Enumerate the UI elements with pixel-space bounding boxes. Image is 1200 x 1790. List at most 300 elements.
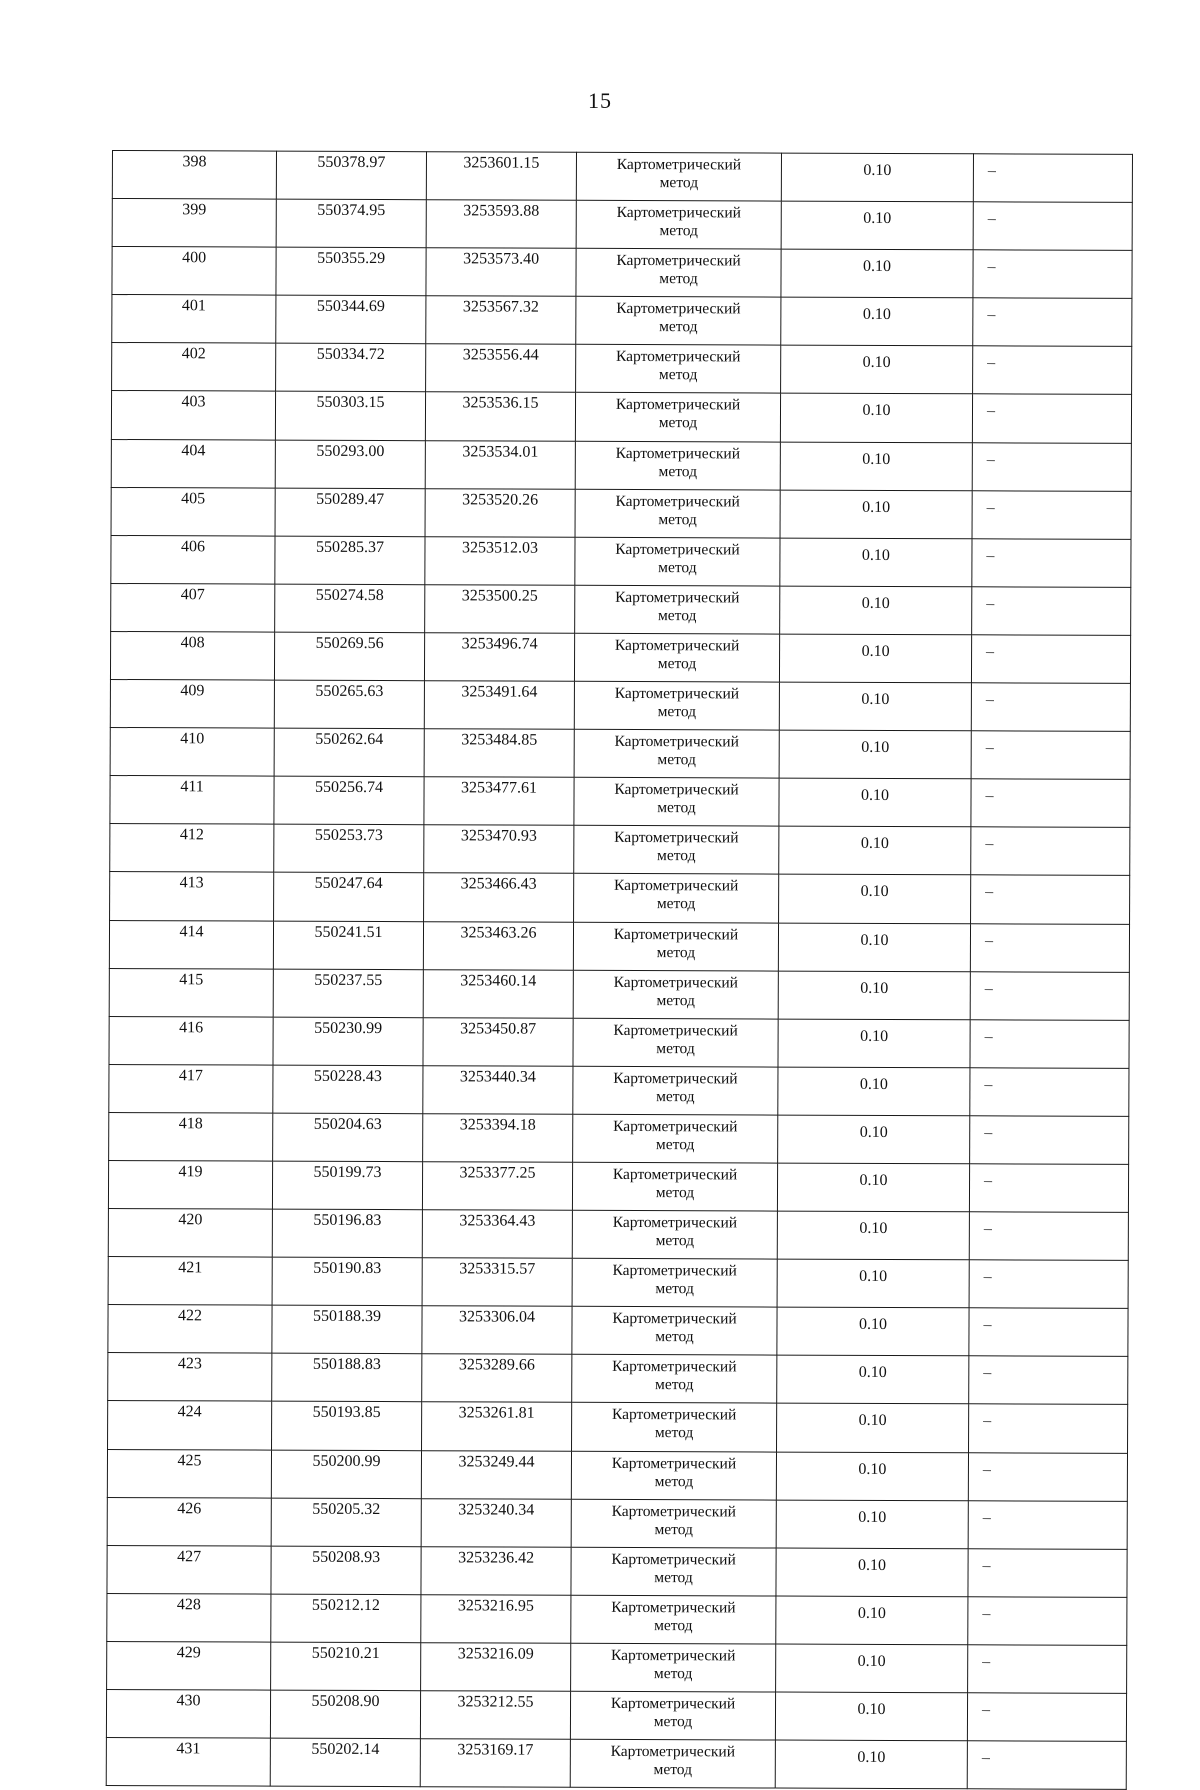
x-coordinate-cell: 550344.69 [276,295,426,344]
y-coordinate-cell: 3253534.01 [425,440,575,489]
x-coordinate-cell: 550269.56 [274,632,424,681]
method-line-2: метод [658,366,698,384]
x-coordinate-cell: 550188.39 [272,1305,422,1354]
coordinates-table-body [106,151,1132,1790]
accuracy-cell: 0.10 [778,971,970,1020]
y-coordinate-cell: 3253466.43 [424,873,574,922]
note-cell: – [969,1164,1128,1213]
note-cell: – [970,1019,1129,1068]
x-coordinate-cell: 550190.83 [272,1257,422,1306]
method-line-1: Картометрический [614,636,740,655]
table-row [108,1353,1128,1405]
accuracy-cell: 0.10 [780,586,972,635]
table-row [110,728,1130,780]
point-number-cell: 430 [106,1689,270,1738]
accuracy-cell: 0.10 [777,1355,969,1404]
y-coordinate-cell: 3253512.03 [425,536,575,585]
method-line-2: метод [654,1472,694,1490]
method-line-2: метод [656,1087,695,1106]
table-row [107,1497,1127,1549]
y-coordinate-cell: 3253536.15 [425,392,575,441]
y-coordinate-cell: 3253440.34 [423,1065,573,1114]
method-line-2: метод [654,1424,694,1442]
method-cell [574,826,779,875]
method-line-2: метод [654,1568,693,1586]
table-row [107,1593,1127,1645]
method-line-2: метод [654,1376,694,1394]
x-coordinate-cell: 550212.12 [271,1594,421,1643]
note-cell: – [972,539,1131,588]
table-row [111,439,1131,491]
note-cell: – [968,1500,1127,1549]
method-line-2: метод [657,847,696,865]
table-row [107,1545,1127,1597]
x-coordinate-cell: 550293.00 [275,440,425,489]
x-coordinate-cell: 550303.15 [275,392,425,441]
x-coordinate-cell: 550265.63 [274,680,424,729]
x-coordinate-cell: 550237.55 [273,969,423,1018]
y-coordinate-cell: 3253261.81 [422,1402,572,1451]
note-cell: – [971,683,1130,732]
method-cell [576,297,781,346]
accuracy-cell: 0.10 [778,1115,970,1164]
method-line-1: Картометрический [616,204,741,222]
y-coordinate-cell: 3253477.61 [424,777,574,826]
x-coordinate-cell: 550274.58 [275,584,425,633]
y-coordinate-cell: 3253212.55 [420,1691,570,1740]
point-number-cell: 411 [110,776,274,825]
y-coordinate-cell: 3253460.14 [423,969,573,1018]
method-cell [576,152,781,201]
method-line-2: метод [657,799,696,817]
x-coordinate-cell: 550247.64 [274,873,424,922]
method-line-2: метод [658,558,697,576]
method-line-1: Картометрический [614,781,739,799]
method-line-1: Картометрический [615,444,741,462]
point-number-cell: 422 [108,1305,272,1354]
accuracy-cell: 0.10 [776,1548,968,1597]
note-cell: – [973,298,1132,347]
method-cell [572,1403,777,1452]
method-line-2: метод [657,655,697,673]
point-number-cell: 427 [107,1545,271,1594]
method-line-1: Картометрический [612,1262,737,1280]
x-coordinate-cell: 550210.21 [271,1642,421,1691]
note-cell: – [968,1645,1127,1694]
accuracy-cell: 0.10 [778,1067,970,1116]
accuracy-cell: 0.10 [778,923,970,972]
point-number-cell: 403 [111,391,275,440]
note-cell: – [971,731,1130,780]
table-row [111,391,1131,443]
y-coordinate-cell: 3253470.93 [424,825,574,874]
method-cell [574,777,779,826]
point-number-cell: 412 [110,824,274,873]
method-cell [576,200,781,249]
method-cell [574,681,779,730]
table-row [112,247,1132,299]
method-line-1: Картометрический [615,540,740,559]
method-cell [575,441,780,490]
y-coordinate-cell: 3253556.44 [426,344,576,393]
method-line-2: метод [659,318,698,336]
method-line-1: Картометрический [611,1406,737,1424]
x-coordinate-cell: 550196.83 [272,1209,422,1258]
y-coordinate-cell: 3253496.74 [424,633,574,682]
method-cell [574,633,779,682]
note-cell: – [968,1452,1127,1501]
accuracy-cell: 0.10 [777,1259,969,1308]
method-line-1: Картометрический [616,155,742,174]
y-coordinate-cell: 3253169.17 [420,1739,570,1788]
note-cell: – [972,587,1131,636]
x-coordinate-cell: 550374.95 [276,199,426,248]
method-cell [575,489,780,538]
point-number-cell: 407 [111,583,275,632]
method-line-2: метод [657,606,697,625]
accuracy-cell: 0.10 [775,1740,967,1789]
accuracy-cell: 0.10 [781,345,973,394]
method-line-2: метод [654,1616,693,1635]
table-row [110,680,1130,732]
table-row [112,199,1132,251]
method-cell [576,345,781,394]
point-number-cell: 431 [106,1738,270,1787]
method-cell [572,1258,777,1307]
coordinates-table [106,150,1133,1790]
method-line-1: Картометрический [615,396,741,414]
method-line-2: метод [659,174,699,192]
table-row [108,1257,1128,1309]
note-cell: – [967,1693,1126,1742]
method-line-2: метод [659,222,698,240]
y-coordinate-cell: 3253520.26 [425,488,575,537]
point-number-cell: 426 [107,1497,271,1546]
method-line-2: метод [658,414,698,432]
method-line-1: Картометрический [613,1117,738,1136]
y-coordinate-cell: 3253394.18 [423,1114,573,1163]
method-cell [571,1547,776,1596]
method-line-2: метод [655,1328,694,1346]
method-line-1: Картометрический [610,1694,736,1713]
method-line-2: метод [653,1664,693,1683]
method-cell [570,1739,775,1788]
point-number-cell: 408 [110,631,274,680]
x-coordinate-cell: 550285.37 [275,536,425,585]
method-cell [574,729,779,778]
table-row [109,920,1129,972]
table-row [108,1401,1128,1453]
method-line-2: метод [655,1184,695,1202]
method-line-1: Картометрический [615,492,740,511]
table-row [111,535,1131,587]
x-coordinate-cell: 550289.47 [275,488,425,537]
x-coordinate-cell: 550230.99 [273,1017,423,1066]
accuracy-cell: 0.10 [781,249,973,298]
method-line-2: метод [653,1761,693,1779]
x-coordinate-cell: 550200.99 [271,1450,421,1499]
method-cell [575,537,780,586]
accuracy-cell: 0.10 [780,490,972,539]
table-row [110,824,1130,876]
method-line-2: метод [655,1135,695,1154]
point-number-cell: 424 [108,1401,272,1450]
accuracy-cell: 0.10 [781,153,973,202]
point-number-cell: 417 [109,1064,273,1113]
method-line-2: метод [656,991,695,1009]
table-row [111,583,1131,635]
table-row [112,151,1132,203]
point-number-cell: 400 [112,247,276,296]
accuracy-cell: 0.10 [776,1596,968,1645]
y-coordinate-cell: 3253236.42 [421,1546,571,1595]
table-row [109,1112,1129,1164]
method-line-1: Картометрический [611,1646,736,1665]
method-line-1: Картометрический [613,1021,738,1040]
point-number-cell: 428 [107,1593,271,1642]
x-coordinate-cell: 550378.97 [276,151,426,200]
point-number-cell: 410 [110,728,274,777]
y-coordinate-cell: 3253573.40 [426,248,576,297]
y-coordinate-cell: 3253306.04 [422,1306,572,1355]
x-coordinate-cell: 550253.73 [274,824,424,873]
note-cell: – [972,490,1131,539]
y-coordinate-cell: 3253216.09 [421,1643,571,1692]
point-number-cell: 418 [109,1112,273,1161]
y-coordinate-cell: 3253315.57 [422,1258,572,1307]
note-cell: – [969,1260,1128,1309]
method-line-2: метод [657,703,697,721]
method-line-1: Картометрический [611,1598,736,1617]
method-line-2: метод [659,270,698,288]
table-row [106,1689,1126,1741]
x-coordinate-cell: 550202.14 [270,1738,420,1787]
method-cell [573,970,778,1019]
note-cell: – [969,1404,1128,1453]
x-coordinate-cell: 550228.43 [273,1065,423,1114]
y-coordinate-cell: 3253593.88 [426,200,576,249]
accuracy-cell: 0.10 [779,682,971,731]
method-line-1: Картометрический [613,973,739,992]
x-coordinate-cell: 550188.83 [272,1353,422,1402]
point-number-cell: 421 [108,1257,272,1306]
point-number-cell: 419 [108,1160,272,1209]
method-line-2: метод [656,895,696,913]
accuracy-cell: 0.10 [777,1403,969,1452]
table-row [108,1160,1128,1212]
table-row [112,295,1132,347]
method-cell [571,1595,776,1644]
point-number-cell: 404 [111,439,275,488]
method-line-2: метод [658,462,698,480]
accuracy-cell: 0.10 [780,442,972,491]
point-number-cell: 415 [109,968,273,1017]
coordinates-table-wrapper [106,150,1132,1790]
point-number-cell: 420 [108,1209,272,1258]
accuracy-cell: 0.10 [776,1452,968,1501]
point-number-cell: 416 [109,1016,273,1065]
method-line-1: Картометрический [614,684,740,703]
x-coordinate-cell: 550355.29 [276,247,426,296]
y-coordinate-cell: 3253491.64 [424,681,574,730]
method-line-1: Картометрический [616,300,741,318]
table-row [110,776,1130,828]
table-row [106,1738,1126,1790]
method-cell [576,248,781,297]
method-line-1: Картометрический [610,1743,736,1761]
y-coordinate-cell: 3253240.34 [421,1498,571,1547]
method-line-1: Картометрический [615,588,740,607]
note-cell: – [969,1308,1128,1357]
method-cell [572,1210,777,1259]
note-cell: – [973,250,1132,299]
note-cell: – [971,779,1130,828]
method-line-2: метод [654,1520,693,1538]
point-number-cell: 402 [112,343,276,392]
method-line-1: Картометрический [616,252,741,270]
x-coordinate-cell: 550199.73 [272,1161,422,1210]
note-cell: – [970,1068,1129,1117]
table-row [110,631,1130,683]
table-row [111,487,1131,539]
method-line-2: метод [653,1713,693,1731]
y-coordinate-cell: 3253450.87 [423,1017,573,1066]
y-coordinate-cell: 3253216.95 [421,1595,571,1644]
note-cell: – [973,346,1132,395]
x-coordinate-cell: 550208.93 [271,1546,421,1595]
method-cell [575,393,780,442]
method-cell [572,1162,777,1211]
x-coordinate-cell: 550204.63 [273,1113,423,1162]
table-row [110,872,1130,924]
accuracy-cell: 0.10 [777,1211,969,1260]
method-line-1: Картометрический [616,348,741,366]
note-cell: – [973,202,1132,251]
method-line-2: метод [657,751,696,769]
table-row [109,1016,1129,1068]
method-line-2: метод [656,943,696,961]
table-row [108,1305,1128,1357]
method-cell [570,1691,775,1740]
method-cell [573,1018,778,1067]
page-number: 15 [588,88,612,113]
method-line-1: Картометрический [614,733,739,751]
y-coordinate-cell: 3253364.43 [422,1210,572,1259]
point-number-cell: 414 [109,920,273,969]
accuracy-cell: 0.10 [779,778,971,827]
y-coordinate-cell: 3253484.85 [424,729,574,778]
x-coordinate-cell: 550256.74 [274,776,424,825]
table-row [108,1209,1128,1261]
note-cell: – [969,1212,1128,1261]
method-line-1: Картометрический [611,1502,736,1521]
point-number-cell: 423 [108,1353,272,1402]
note-cell: – [970,1116,1129,1165]
accuracy-cell: 0.10 [779,874,971,923]
y-coordinate-cell: 3253567.32 [426,296,576,345]
note-cell: – [972,394,1131,443]
table-row [109,968,1129,1020]
y-coordinate-cell: 3253463.26 [423,921,573,970]
x-coordinate-cell: 550241.51 [273,921,423,970]
accuracy-cell: 0.10 [781,297,973,346]
method-cell [571,1643,776,1692]
x-coordinate-cell: 550205.32 [271,1498,421,1547]
accuracy-cell: 0.10 [779,730,971,779]
method-line-1: Картометрический [612,1310,737,1328]
table-row [107,1449,1127,1501]
method-cell [573,1066,778,1115]
method-cell [573,1114,778,1163]
note-cell: – [969,1356,1128,1405]
note-cell: – [968,1549,1127,1598]
x-coordinate-cell: 550334.72 [276,344,426,393]
method-line-2: метод [656,1039,695,1057]
method-line-1: Картометрический [613,925,739,943]
table-row [107,1641,1127,1693]
point-number-cell: 413 [110,872,274,921]
x-coordinate-cell: 550193.85 [272,1402,422,1451]
y-coordinate-cell: 3253601.15 [426,152,576,201]
accuracy-cell: 0.10 [781,201,973,250]
accuracy-cell: 0.10 [780,538,972,587]
method-line-2: метод [658,510,697,528]
note-cell: – [971,875,1130,924]
note-cell: – [972,442,1131,491]
method-line-1: Картометрический [612,1358,737,1376]
y-coordinate-cell: 3253249.44 [421,1450,571,1499]
accuracy-cell: 0.10 [777,1163,969,1212]
method-line-1: Картометрический [612,1165,738,1184]
method-line-1: Картометрический [611,1550,736,1569]
table-row [109,1064,1129,1116]
method-line-1: Картометрический [612,1213,738,1232]
point-number-cell: 405 [111,487,275,536]
note-cell: – [970,923,1129,972]
accuracy-cell: 0.10 [777,1307,969,1356]
point-number-cell: 406 [111,535,275,584]
accuracy-cell: 0.10 [775,1692,967,1741]
note-cell: – [967,1741,1126,1790]
y-coordinate-cell: 3253500.25 [425,585,575,634]
method-cell [572,1307,777,1356]
method-cell [571,1499,776,1548]
accuracy-cell: 0.10 [776,1644,968,1693]
method-cell [575,585,780,634]
accuracy-cell: 0.10 [779,826,971,875]
x-coordinate-cell: 550262.64 [274,728,424,777]
note-cell: – [971,827,1130,876]
method-line-1: Картометрический [614,829,739,847]
method-line-1: Картометрический [613,1069,738,1088]
note-cell: – [970,971,1129,1020]
y-coordinate-cell: 3253377.25 [422,1162,572,1211]
accuracy-cell: 0.10 [776,1500,968,1549]
method-line-1: Картометрический [611,1454,737,1472]
point-number-cell: 401 [112,295,276,344]
note-cell: – [973,154,1132,203]
method-cell [573,922,778,971]
point-number-cell: 409 [110,680,274,729]
note-cell: – [968,1597,1127,1646]
point-number-cell: 425 [107,1449,271,1498]
accuracy-cell: 0.10 [778,1019,970,1068]
accuracy-cell: 0.10 [780,394,972,443]
point-number-cell: 399 [112,199,276,248]
method-cell [574,874,779,923]
method-cell [571,1451,776,1500]
method-line-2: метод [655,1280,694,1298]
